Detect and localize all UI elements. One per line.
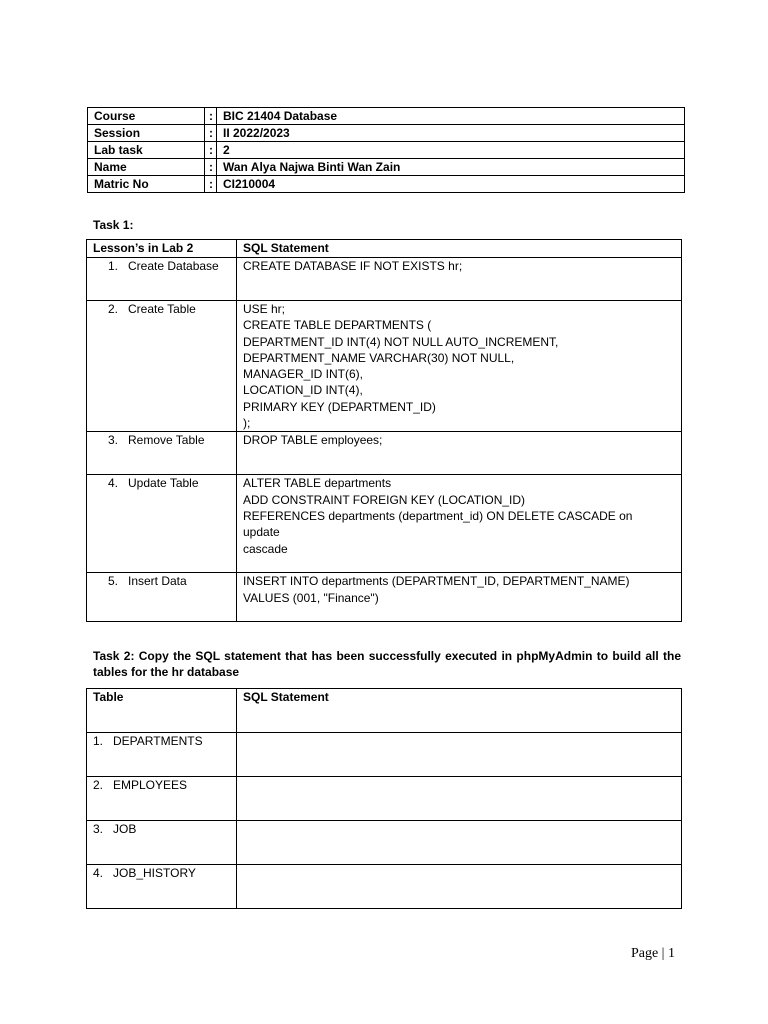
- info-separator: :: [205, 159, 217, 176]
- sql-line: MANAGER_ID INT(6),: [243, 367, 364, 382]
- sql-line: ADD CONSTRAINT FOREIGN KEY (LOCATION_ID): [243, 492, 526, 507]
- sql-line: USE hr;: [243, 302, 286, 316]
- sql-line: LOCATION_ID INT(4),: [243, 383, 363, 398]
- table-number: 3.: [93, 822, 104, 836]
- lesson-label: Update Table: [128, 476, 199, 491]
- table-name: DEPARTMENTS: [113, 734, 203, 748]
- info-value: II 2022/2023: [217, 125, 685, 142]
- sql-cell: [237, 573, 682, 622]
- lesson-cell: [87, 573, 237, 622]
- page-number: Page | 1: [630, 946, 675, 961]
- table-name: EMPLOYEES: [113, 778, 188, 792]
- table-name-cell: [87, 777, 237, 821]
- sql-line: INSERT INTO departments (DEPARTMENT_ID, DEPARTMENT_NAME): [243, 574, 630, 589]
- info-value: 2: [217, 142, 685, 159]
- sql-line: DEPARTMENT_NAME VARCHAR(30) NOT NULL,: [243, 350, 515, 365]
- info-row-session: [88, 125, 685, 142]
- task1-row-create-table: [87, 301, 682, 432]
- task2-row-job-history: [87, 865, 682, 909]
- column-header-lessons: Lesson’s in Lab 2: [87, 240, 237, 258]
- lesson-label: Remove Table: [128, 433, 205, 448]
- sql-line: VALUES (001, "Finance"): [243, 590, 379, 605]
- column-header-sql: SQL Statement: [237, 240, 682, 258]
- info-label: Lab task: [88, 142, 205, 159]
- task2-header-row: [87, 689, 682, 733]
- info-separator: :: [205, 125, 217, 142]
- table-name: JOB_HISTORY: [113, 866, 196, 880]
- sql-answer-cell[interactable]: [237, 733, 682, 777]
- task1-heading: Task 1:: [93, 218, 134, 232]
- sql-line: REFERENCES departments (department_id) ON DELETE CASCADE on: [243, 508, 633, 523]
- info-separator: :: [205, 108, 217, 125]
- info-row-name: [88, 159, 685, 176]
- info-value: BIC 21404 Database: [217, 108, 685, 125]
- info-value: CI210004: [217, 176, 685, 193]
- table-number: 2.: [93, 778, 104, 792]
- sql-line: ALTER TABLE departments: [243, 476, 392, 491]
- sql-cell: [237, 475, 682, 573]
- table-name: JOB: [113, 822, 137, 836]
- sql-line: );: [243, 416, 251, 431]
- info-label: Matric No: [88, 176, 205, 193]
- info-row-matric-no: [88, 176, 685, 193]
- info-value: Wan Alya Najwa Binti Wan Zain: [217, 159, 685, 176]
- info-separator: :: [205, 142, 217, 159]
- lesson-number: 3.: [107, 433, 118, 448]
- lab-info-table: [87, 107, 685, 193]
- task2-row-job: [87, 821, 682, 865]
- lesson-cell: [87, 258, 237, 301]
- column-header-table: Table: [87, 689, 237, 733]
- sql-answer-cell[interactable]: [237, 865, 682, 909]
- lesson-cell: [87, 475, 237, 573]
- task2-row-employees: [87, 777, 682, 821]
- sql-cell: [237, 258, 682, 301]
- sql-line: CREATE TABLE DEPARTMENTS (: [243, 318, 432, 333]
- lesson-label: Create Table: [128, 302, 196, 316]
- info-row-course: [88, 108, 685, 125]
- task1-row-update-table: [87, 475, 682, 573]
- sql-line: DEPARTMENT_ID INT(4) NOT NULL AUTO_INCREMENT,: [243, 334, 559, 349]
- task1-row-create-database: [87, 258, 682, 301]
- task1-row-insert-data: [87, 573, 682, 622]
- sql-line: PRIMARY KEY (DEPARTMENT_ID): [243, 399, 436, 414]
- lesson-label: Create Database: [128, 259, 219, 273]
- lesson-number: 4.: [107, 476, 118, 491]
- table-name-cell: [87, 865, 237, 909]
- lesson-cell: [87, 301, 237, 432]
- column-header-sql: SQL Statement: [237, 689, 682, 733]
- table-name-cell: [87, 733, 237, 777]
- task2-table: [86, 688, 682, 909]
- sql-line: cascade: [243, 541, 288, 556]
- task2-row-departments: [87, 733, 682, 777]
- lesson-number: 5.: [107, 574, 118, 589]
- lesson-number: 2.: [107, 302, 118, 316]
- lesson-label: Insert Data: [128, 574, 187, 589]
- lesson-number: 1.: [107, 259, 118, 273]
- sql-answer-cell[interactable]: [237, 821, 682, 865]
- task1-row-remove-table: [87, 432, 682, 475]
- lesson-cell: [87, 432, 237, 475]
- sql-cell: [237, 432, 682, 475]
- sql-answer-cell[interactable]: [237, 777, 682, 821]
- info-row-lab-task: [88, 142, 685, 159]
- table-name-cell: [87, 821, 237, 865]
- table-number: 4.: [93, 866, 104, 880]
- sql-line: update: [243, 525, 280, 540]
- sql-line: CREATE DATABASE IF NOT EXISTS hr;: [243, 259, 463, 273]
- task1-table: [86, 239, 682, 622]
- info-label: Session: [88, 125, 205, 142]
- task1-header-row: [87, 240, 682, 258]
- info-label: Course: [88, 108, 205, 125]
- task2-heading: Task 2: Copy the SQL statement that has been successfully executed in phpMyAdmin to build all the tables for the hr database: [93, 649, 681, 679]
- sql-line: DROP TABLE employees;: [243, 433, 383, 448]
- sql-cell: [237, 301, 682, 432]
- info-label: Name: [88, 159, 205, 176]
- info-separator: :: [205, 176, 217, 193]
- table-number: 1.: [93, 734, 104, 748]
